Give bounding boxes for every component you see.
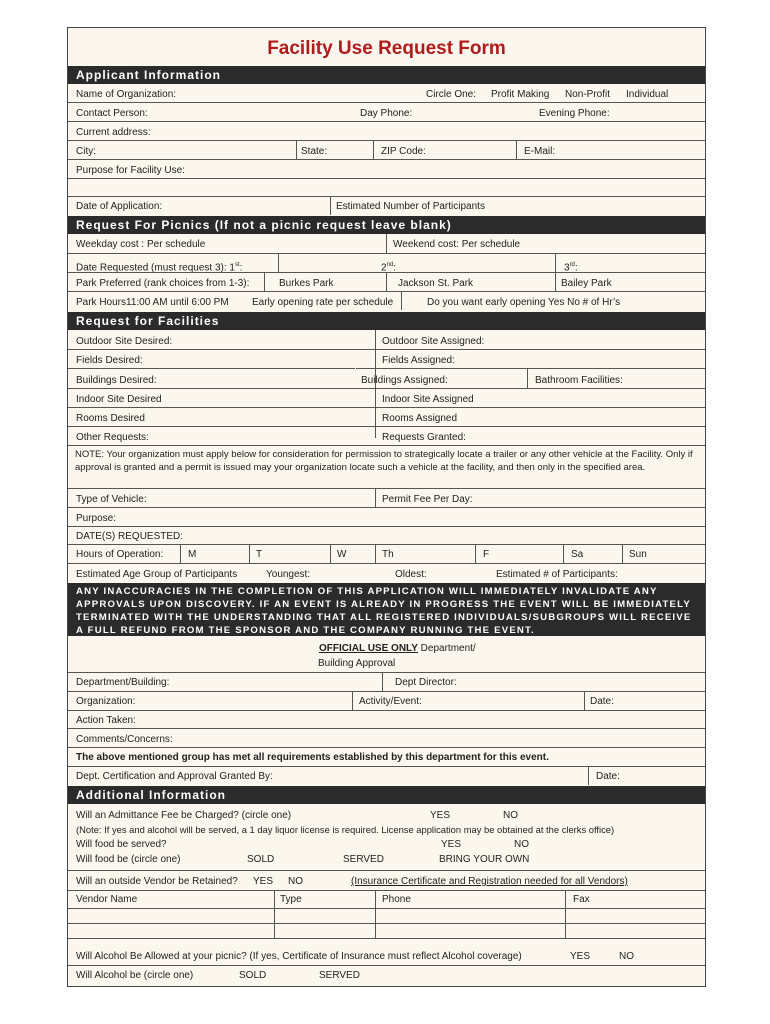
early-opening-question[interactable]: Do you want early opening Yes No # of Hr’s	[427, 297, 621, 308]
divider	[375, 544, 376, 563]
profit-option[interactable]: Profit Making	[491, 89, 550, 100]
park-hours-label: Park Hours11:00 AM until 6:00 PM	[76, 297, 229, 308]
state-label[interactable]: State:	[301, 146, 328, 157]
divider	[68, 426, 705, 427]
vendor-type-header: Type	[280, 894, 302, 905]
divider	[375, 488, 376, 507]
divider	[588, 766, 589, 785]
vendor-yes-option[interactable]: YES	[253, 876, 274, 887]
buildings-desired-label[interactable]: Buildings Desired:	[76, 375, 157, 386]
divider	[68, 140, 705, 141]
liquor-license-note: (Note: If yes and alcohol will be served, a 1 day liquor license is required. License application may be obtained at the clerks office)	[76, 824, 615, 835]
divider	[68, 178, 705, 179]
food-served-option[interactable]: SERVED	[343, 854, 384, 865]
day-monday[interactable]: M	[188, 549, 197, 560]
divider	[386, 272, 387, 291]
official-date-label[interactable]: Date:	[590, 696, 614, 707]
outdoor-desired-label[interactable]: Outdoor Site Desired:	[76, 336, 173, 347]
divider	[68, 563, 705, 564]
food-sold-option[interactable]: SOLD	[247, 854, 275, 865]
divider	[68, 349, 705, 350]
indoor-assigned-label[interactable]: Indoor Site Assigned	[382, 394, 474, 405]
additional-section-header: Additional Information	[68, 786, 705, 804]
divider	[264, 272, 265, 291]
early-opening-rate-label: Early opening rate per schedule	[252, 297, 394, 308]
other-requests-label[interactable]: Other Requests:	[76, 432, 149, 443]
jackson-park-option[interactable]: Jackson St. Park	[398, 278, 474, 289]
day-tuesday[interactable]: T	[256, 549, 263, 560]
divider	[622, 544, 623, 563]
divider	[565, 890, 566, 938]
divider	[249, 544, 250, 563]
nonprofit-option[interactable]: Non-Profit	[565, 89, 611, 100]
action-taken-label[interactable]: Action Taken:	[76, 715, 136, 726]
circle-one-label: Circle One:	[426, 89, 477, 100]
bathroom-facilities-label[interactable]: Bathroom Facilities:	[535, 375, 623, 386]
comments-label[interactable]: Comments/Concerns:	[76, 734, 173, 745]
divider	[68, 388, 705, 389]
divider	[68, 488, 705, 489]
divider	[584, 691, 585, 710]
contact-person-label[interactable]: Contact Person:	[76, 108, 148, 119]
facility-use-form	[67, 27, 706, 987]
vendor-no-option[interactable]: NO	[288, 876, 303, 887]
requirements-met-statement: The above mentioned group has met all requirements established by this department for this event.	[76, 752, 549, 763]
facilities-section-header: Request for Facilities	[68, 312, 705, 330]
est-num-participants-label[interactable]: Estimated # of Participants:	[496, 569, 618, 580]
divider	[68, 121, 705, 122]
divider	[330, 196, 331, 215]
divider	[68, 544, 705, 545]
divider	[68, 253, 705, 254]
divider	[68, 672, 705, 673]
burkes-park-option[interactable]: Burkes Park	[279, 278, 334, 289]
form-title: Facility Use Request Form	[267, 38, 506, 59]
food-no-option[interactable]: NO	[514, 839, 529, 850]
divider	[355, 368, 356, 388]
evening-phone-label[interactable]: Evening Phone:	[539, 108, 610, 119]
dept-director-label[interactable]: Dept Director:	[395, 677, 457, 688]
fields-assigned-label[interactable]: Fields Assigned:	[382, 355, 455, 366]
dates-requested-label[interactable]: DATE(S) REQUESTED:	[76, 531, 184, 542]
food-served-question: Will food be served?	[76, 839, 167, 850]
divider	[516, 140, 517, 159]
divider	[68, 407, 705, 408]
dept-building-label[interactable]: Department/Building:	[76, 677, 170, 688]
weekday-cost-label: Weekday cost : Per schedule	[76, 239, 206, 250]
divider	[475, 544, 476, 563]
divider	[68, 159, 705, 160]
divider	[382, 672, 383, 691]
vendor-fax-header: Fax	[573, 894, 590, 905]
vehicle-type-label[interactable]: Type of Vehicle:	[76, 494, 147, 505]
divider	[68, 445, 705, 446]
day-sunday[interactable]: Sun	[629, 549, 647, 560]
date-requested-third-label[interactable]: 3rd:	[564, 262, 578, 274]
day-friday[interactable]: F	[483, 549, 490, 560]
divider	[68, 196, 705, 197]
divider	[278, 253, 279, 272]
divider	[296, 140, 297, 159]
day-saturday[interactable]: Sa	[571, 549, 584, 560]
park-preferred-label: Park Preferred (rank choices from 1-3):	[76, 278, 250, 289]
divider	[68, 870, 705, 871]
certification-date-label[interactable]: Date:	[596, 771, 620, 782]
indoor-desired-label[interactable]: Indoor Site Desired	[76, 394, 162, 405]
certification-label[interactable]: Dept. Certification and Approval Granted By:	[76, 771, 273, 782]
zip-label[interactable]: ZIP Code:	[381, 146, 426, 157]
divider	[68, 938, 705, 939]
divider	[68, 747, 705, 748]
divider	[68, 526, 705, 527]
applicant-section-header: Applicant Information	[68, 66, 705, 84]
age-group-label: Estimated Age Group of Participants	[76, 569, 238, 580]
divider	[401, 291, 402, 310]
rooms-desired-label[interactable]: Rooms Desired	[76, 413, 145, 424]
admittance-fee-question: Will an Admittance Fee be Charged? (circle one)	[76, 810, 292, 821]
fields-desired-label[interactable]: Fields Desired:	[76, 355, 143, 366]
day-thursday[interactable]: Th	[382, 549, 394, 560]
day-wednesday[interactable]: W	[337, 549, 347, 560]
divider	[330, 544, 331, 563]
food-circle-question: Will food be (circle one)	[76, 854, 181, 865]
hours-operation-label: Hours of Operation:	[76, 549, 164, 560]
divider	[68, 368, 705, 369]
alcohol-allowed-question: Will Alcohol Be Allowed at your picnic? (If yes, Certificate of Insurance must reflect Alcohol coverage)	[76, 951, 522, 962]
address-label[interactable]: Current address:	[76, 127, 151, 138]
divider	[274, 890, 275, 938]
day-phone-label[interactable]: Day Phone:	[360, 108, 413, 119]
vehicle-note: NOTE: Your organization must apply below for consideration for permission to strategically locate a trailer or any other vehicle at the Facility. Only if approval is granted and a permit is issued may your organization locate such a vehicle at the facility, and then only in the specified area.	[75, 449, 693, 473]
divider	[555, 272, 556, 291]
rooms-assigned-label[interactable]: Rooms Assigned	[382, 413, 458, 424]
divider	[373, 140, 374, 159]
divider	[68, 923, 705, 924]
divider	[68, 507, 705, 508]
city-label[interactable]: City:	[76, 146, 96, 157]
divider	[68, 102, 705, 103]
divider	[563, 544, 564, 563]
divider	[68, 691, 705, 692]
alcohol-no-option[interactable]: NO	[619, 951, 634, 962]
divider	[68, 965, 705, 966]
official-use-heading: OFFICIAL USE ONLY Department/	[319, 643, 476, 654]
divider	[386, 234, 387, 253]
youngest-label[interactable]: Youngest:	[266, 569, 311, 580]
vendor-phone-header: Phone	[382, 894, 411, 905]
inaccuracies-warning: ANY INACCURACIES IN THE COMPLETION OF THIS APPLICATION WILL IMMEDIATELY INVALIDATE ANY APPROVALS UPON DISCOVERY. IF AN EVENT IS ALREADY IN PROGRESS THE EVENT WILL BE IMMEDIATELY TERMINATED WITH THE UNDERSTANDING THAT ALL REGISTERED INDIVIDUALS/SUBGROUPS WILL RECEIVE A FULL REFUND FROM THE SPONSOR AND THE COMPANY RUNNING THE EVENT.	[68, 583, 705, 636]
divider	[180, 544, 181, 563]
divider	[352, 691, 353, 710]
alcohol-sold-option[interactable]: SOLD	[239, 970, 267, 981]
divider	[555, 253, 556, 272]
divider	[68, 766, 705, 767]
divider	[68, 728, 705, 729]
divider	[68, 291, 705, 292]
buildings-assigned-label[interactable]: Buildings Assigned:	[361, 375, 448, 386]
vendor-question: Will an outside Vendor be Retained?	[76, 876, 238, 887]
permit-fee-label[interactable]: Permit Fee Per Day:	[382, 494, 473, 505]
divider	[68, 710, 705, 711]
oldest-label[interactable]: Oldest:	[395, 569, 427, 580]
bring-your-own-option[interactable]: BRING YOUR OWN	[439, 854, 530, 865]
fee-no-option[interactable]: NO	[503, 810, 518, 821]
building-approval-label: Building Approval	[318, 658, 396, 669]
bailey-park-option[interactable]: Bailey Park	[561, 278, 612, 289]
alcohol-circle-question: Will Alcohol be (circle one)	[76, 970, 194, 981]
weekend-cost-label: Weekend cost: Per schedule	[393, 239, 521, 250]
vehicle-purpose-label[interactable]: Purpose:	[76, 513, 117, 524]
date-application-label[interactable]: Date of Application:	[76, 201, 163, 212]
activity-event-label[interactable]: Activity/Event:	[359, 696, 422, 707]
purpose-label[interactable]: Purpose for Facility Use:	[76, 165, 185, 176]
alcohol-served-option[interactable]: SERVED	[319, 970, 360, 981]
divider	[527, 368, 528, 388]
divider	[68, 908, 705, 909]
insurance-note: (Insurance Certificate and Registration needed for all Vendors)	[351, 876, 628, 887]
date-requested-first-label[interactable]: Date Requested (must request 3): 1st:	[76, 262, 243, 274]
date-requested-second-label[interactable]: 2nd:	[381, 262, 397, 274]
individual-option[interactable]: Individual	[626, 89, 669, 100]
divider	[375, 890, 376, 938]
food-yes-option[interactable]: YES	[441, 839, 462, 850]
organization-label[interactable]: Organization:	[76, 696, 136, 707]
fee-yes-option[interactable]: YES	[430, 810, 451, 821]
vendor-name-header: Vendor Name	[76, 894, 138, 905]
org-name-label[interactable]: Name of Organization:	[76, 89, 177, 100]
picnic-section-header: Request For Picnics (If not a picnic request leave blank)	[68, 216, 705, 234]
outdoor-assigned-label[interactable]: Outdoor Site Assigned:	[382, 336, 485, 347]
alcohol-yes-option[interactable]: YES	[570, 951, 591, 962]
email-label[interactable]: E-Mail:	[524, 146, 556, 157]
divider	[68, 890, 705, 891]
est-participants-label[interactable]: Estimated Number of Participants	[336, 201, 485, 212]
requests-granted-label[interactable]: Requests Granted:	[382, 432, 466, 443]
